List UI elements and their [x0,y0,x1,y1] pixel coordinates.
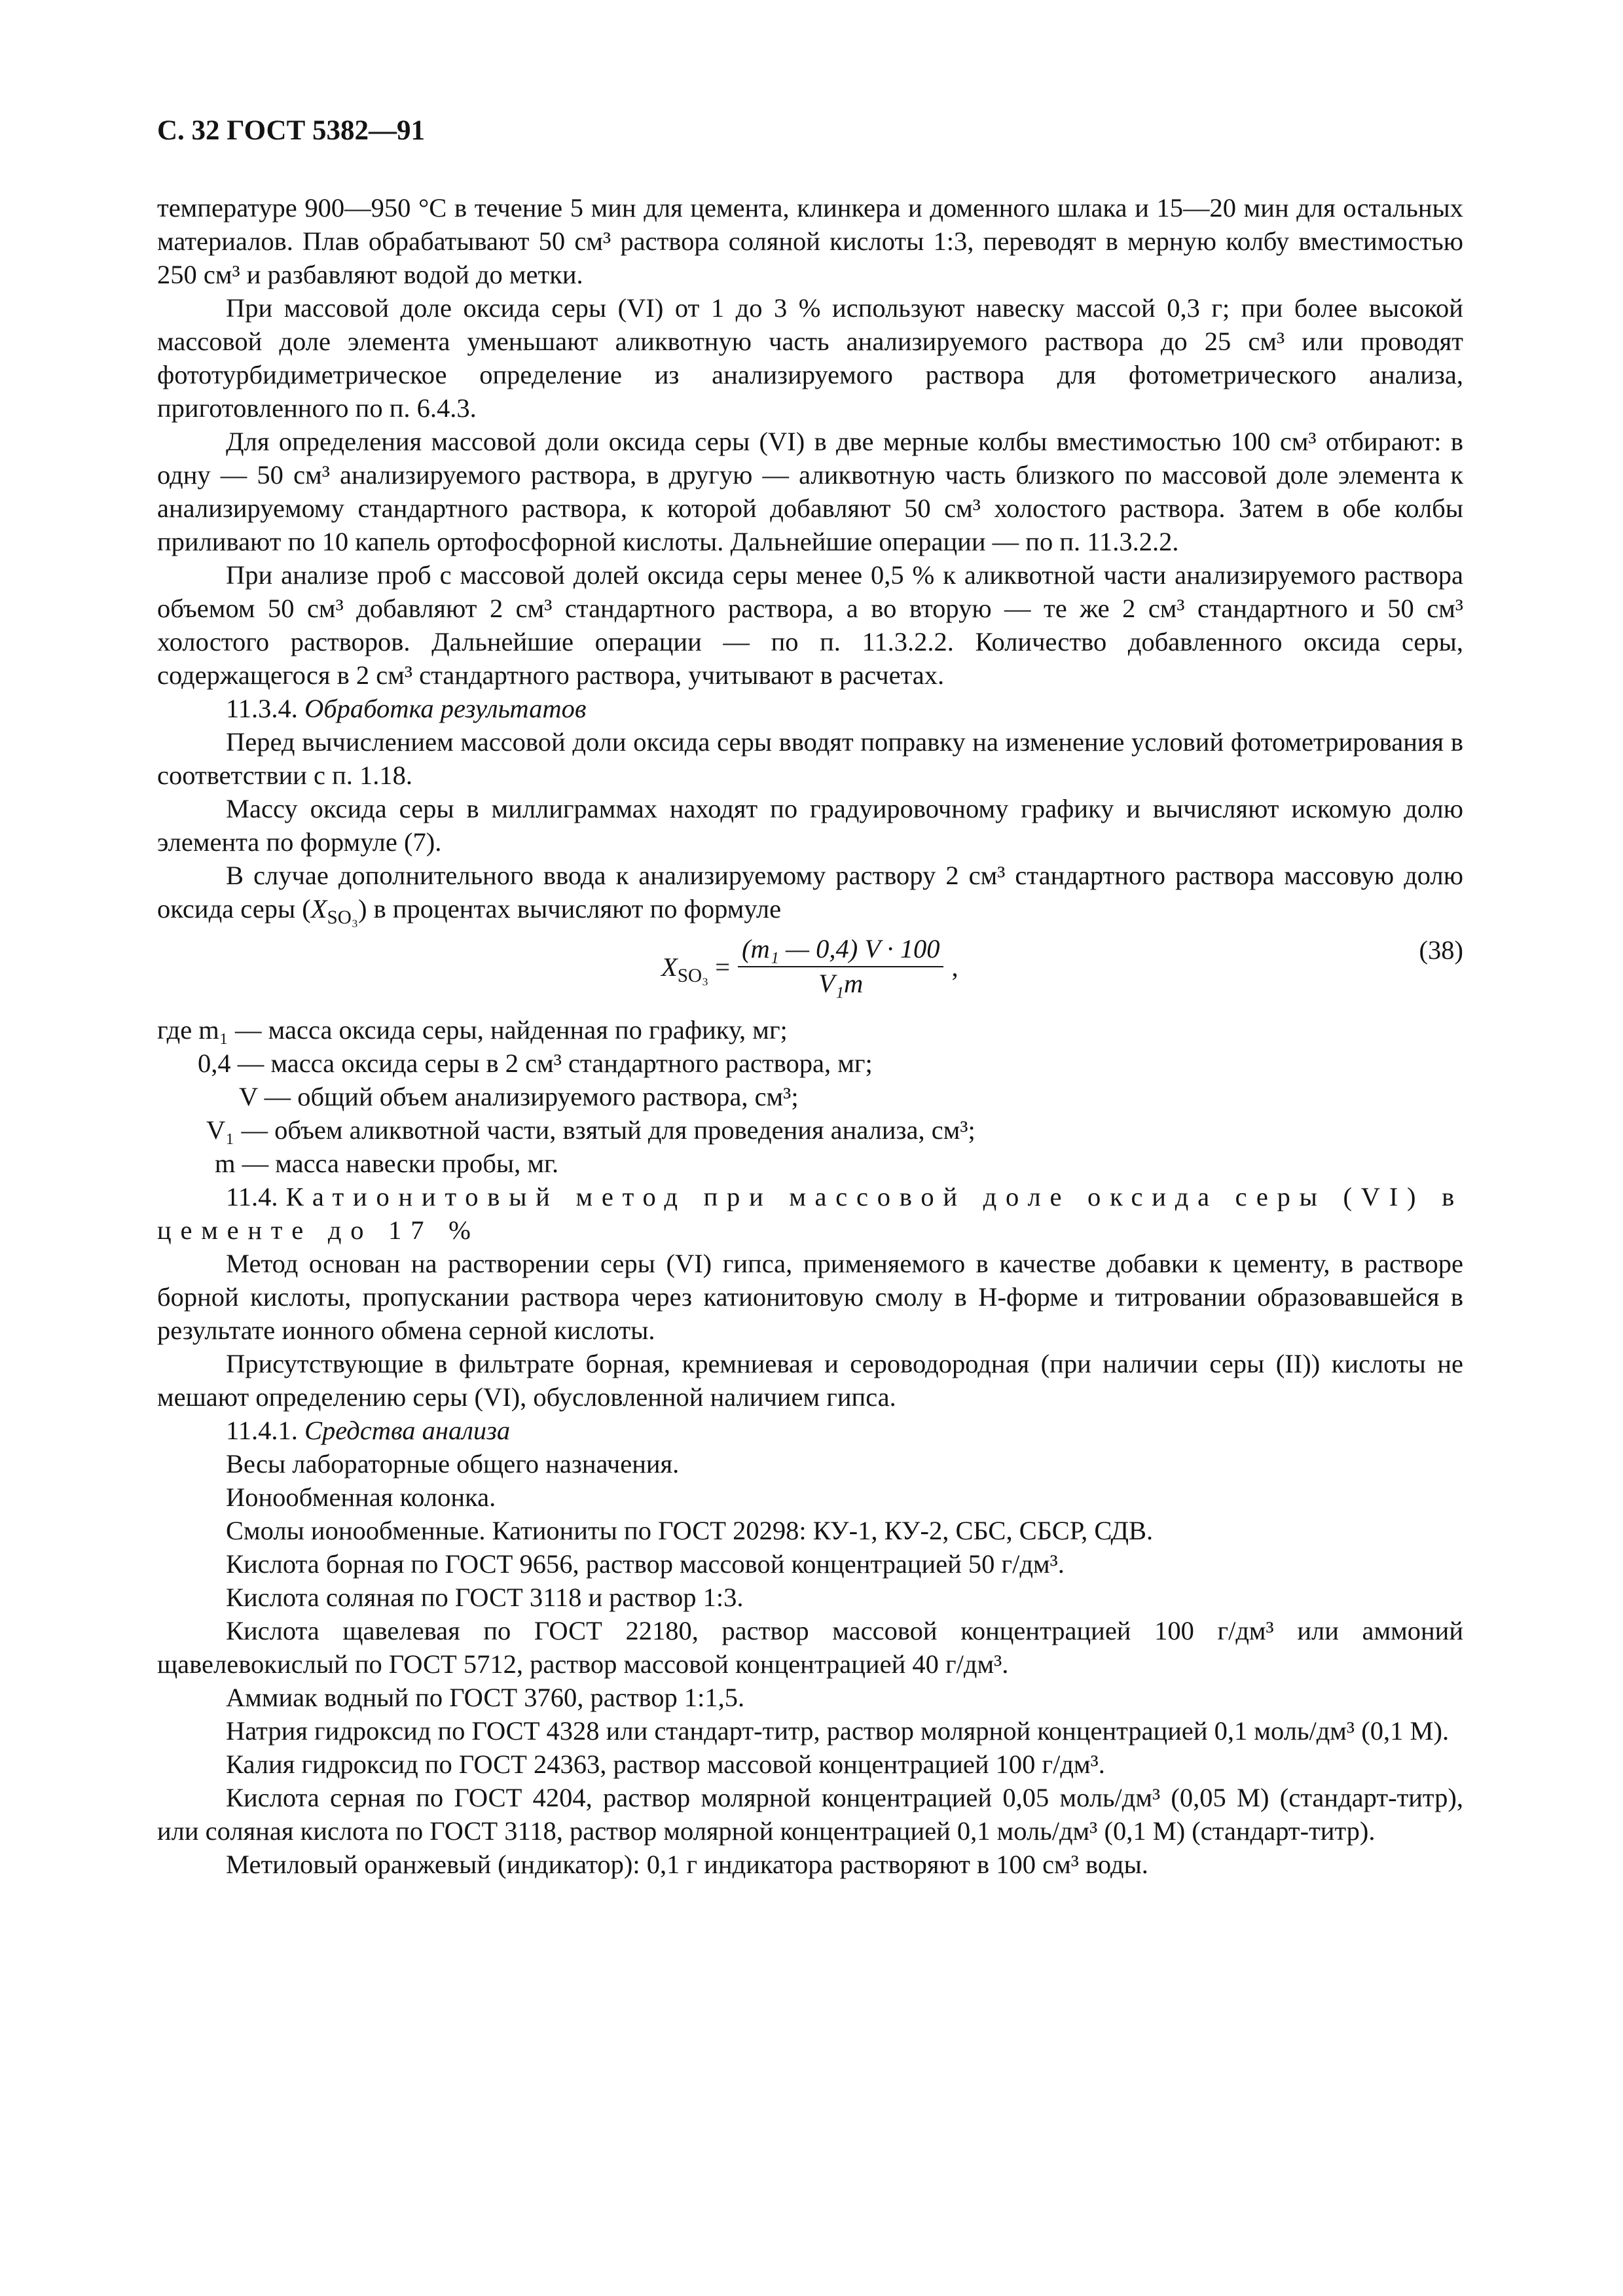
section-title: Средства анализа [304,1416,511,1445]
section-heading-11-4 [157,1180,1463,1247]
formula-fraction [738,933,943,1000]
variable-x: X [310,894,327,924]
list-item: Натрия гидроксид по ГОСТ 4328 или стандарт-титр, раствор молярной концентрацией 0,1 моль/дм³ (0,1 М). [226,1716,1450,1746]
paragraph: температуре 900—950 °С в течение 5 мин для цемента, клинкера и доменного шлака и 15—20 мин для остальных материалов. Плав обрабатывают 50 см³ раствора соляной кислоты 1:3, переводят в мерную колбу вместимостью 250 см³ и разбавляют водой до метки. [157,193,1463,289]
section-number: 11.4.1. [226,1416,298,1445]
paragraph: При анализе проб с массовой долей оксида серы менее 0,5 % к аликвотной части анализируемого раствора объемом 50 см³ добавляют 2 см³ стандартного раствора, а во вторую — те же 2 см³ стандартного и 50 см³ холостого растворов. Дальнейшие операции — по п. 11.3.2.2. Количество добавленного оксида серы, содержащегося в 2 см³ стандартного раствора, учитывают в расчетах. [157,560,1463,690]
list-item: Смолы ионообменные. Катиониты по ГОСТ 20298: КУ-1, КУ-2, СБС, СБСР, СДВ. [226,1516,1154,1545]
section-heading-11-3-4 [226,692,1463,725]
section-heading-11-4-1 [226,1414,1463,1447]
document-page [157,111,1463,1881]
list-item: Калия гидроксид по ГОСТ 24363, раствор массовой концентрацией 100 г/дм³. [226,1749,1105,1779]
formula-number: (38) [1419,935,1463,965]
equals-sign: = [715,952,731,982]
list-item: Кислота серная по ГОСТ 4204, раствор молярной концентрацией 0,05 моль/дм³ (0,05 М) (стандарт-титр), или соляная кислота по ГОСТ 3118, раствор молярной концентрацией 0,1 моль/дм³ (0,1 М) (стандарт-титр). [157,1783,1463,1846]
section-title: Обработка результатов [304,694,587,723]
list-item: Ионообменная колонка. [226,1482,496,1512]
variable-definitions [157,1013,1463,1180]
list-item: Кислота борная по ГОСТ 9656, раствор массовой концентрацией 50 г/дм³. [226,1549,1065,1579]
section-title: Катионитовый метод при массовой доле оксида серы (VI) в цементе до 17 % [157,1182,1464,1245]
paragraph: Присутствующие в фильтрате борная, кремниевая и сероводородная (при наличии серы (II)) кислоты не мешают определению серы (VI), обусловленной наличием гипса. [157,1349,1463,1412]
paragraph: Массу оксида серы в миллиграммах находят по градуировочному графику и вычисляют искомую долю элемента по формуле (7). [157,794,1463,857]
list-item: Весы лабораторные общего назначения. [226,1449,680,1479]
list-item: Кислота щавелевая по ГОСТ 22180, раствор массовой концентрацией 100 г/дм³ или аммоний щавелевокислый по ГОСТ 5712, раствор массовой концентрацией 40 г/дм³. [157,1616,1463,1679]
page-header: С. 32 ГОСТ 5382—91 [157,115,426,146]
text-fragment: В случае дополнительного ввода к анализируемому раствору 2 см³ стандартного раствора массовую долю оксида серы ( [157,861,1463,924]
definition-line: V — общий объем анализируемого раствора, см³; [239,1082,799,1111]
paragraph: Метод основан на растворении серы (VI) гипса, применяемого в качестве добавки к цементу, в растворе борной кислоты, пропускании раствора через катионитовую смолу в Н-форме и титровании образовавшейся в результате ионного обмена серной кислоты. [157,1249,1463,1345]
list-item: Кислота соляная по ГОСТ 3118 и раствор 1:3. [226,1583,744,1612]
formula-tail: , [951,952,958,982]
formula-body [661,933,958,1000]
list-item: Метиловый оранжевый (индикатор): 0,1 г индикатора растворяют в 100 см³ воды. [226,1850,1148,1879]
formula-numerator: (m₁ — 0,4) V · 100 [738,933,943,967]
text-fragment: ) в процентах вычисляют по формуле [357,894,782,924]
definition-line: m — масса навески пробы, мг. [215,1149,559,1178]
paragraph: Для определения массовой доли оксида серы (VI) в две мерные колбы вместимостью 100 см³ отбирают: в одну — 50 см³ анализируемого раствора, в другую — аликвотную часть близкого по массовой доле элемента к анализируемому стандартного раствора, к которой добавляют 50 см³ холостого раствора. Затем в обе колбы приливают по 10 капель ортофосфорной кислоты. Дальнейшие операции — по п. 11.3.2.2. [157,427,1463,556]
section-number: 11.3.4. [226,694,298,723]
paragraph [157,859,1463,929]
definition-line: V₁ — объем аликвотной части, взятый для проведения анализа, см³; [206,1115,976,1145]
variable-subscript: SO₃ [327,907,358,929]
paragraph: Перед вычислением массовой доли оксида серы вводят поправку на изменение условий фотометрирования в соответствии с п. 1.18. [157,727,1463,790]
formula-38 [157,933,1463,1007]
section-number: 11.4. [226,1182,278,1211]
definition-line: где m₁ — масса оксида серы, найденная по графику, мг; [157,1015,788,1045]
formula-denominator: V₁m [818,969,864,998]
definition-line: 0,4 — масса оксида серы в 2 см³ стандартного раствора, мг; [198,1049,873,1078]
formula-lhs: $X_{SO_3}$ [661,952,709,986]
paragraph: При массовой доле оксида серы (VI) от 1 до 3 % используют навеску массой 0,3 г; при более высокой массовой доле элемента уменьшают аликвотную часть анализируемого раствора до 25 см³ или проводят фототурбидиметрическое определение из анализируемого раствора для фотометрического анализа, приготовленного по п. 6.4.3. [157,293,1463,423]
list-item: Аммиак водный по ГОСТ 3760, раствор 1:1,5. [226,1683,745,1712]
